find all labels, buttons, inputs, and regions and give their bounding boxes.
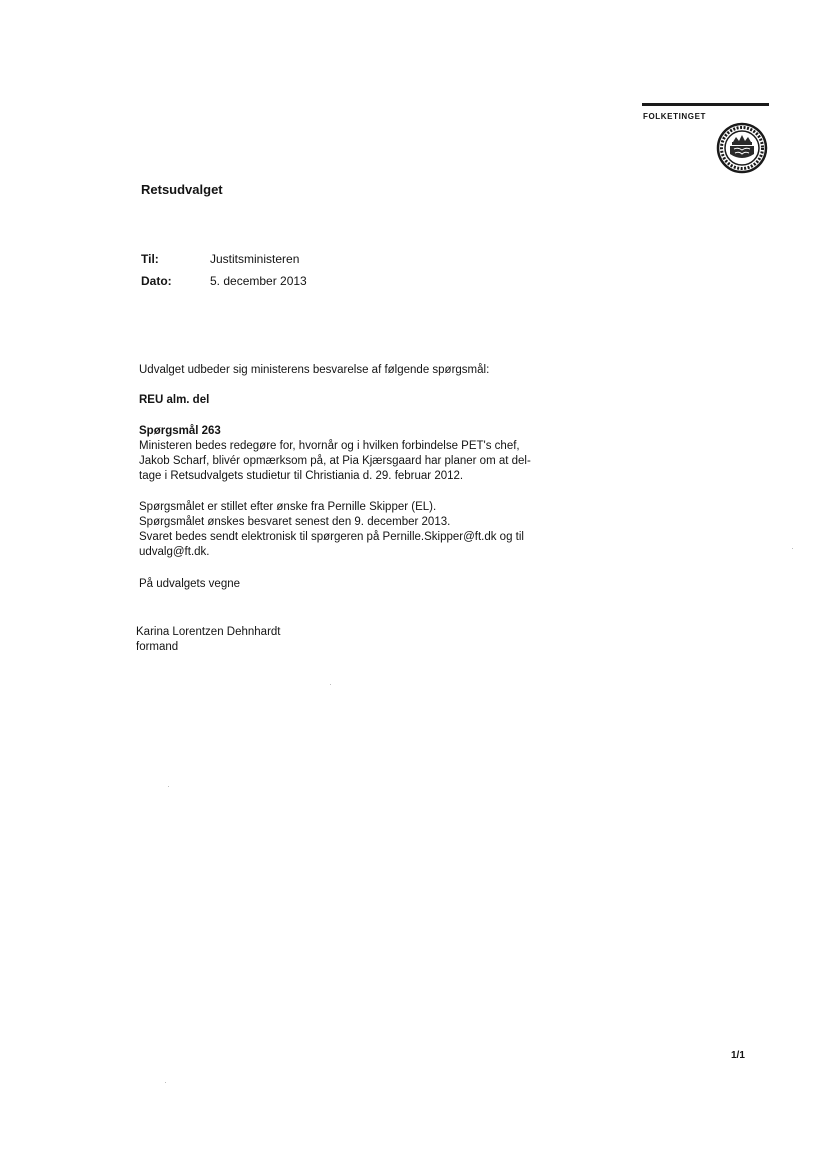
info-line: Spørgsmålet ønskes besvaret senest den 9. december 2013. (139, 516, 451, 528)
date-value: 5. december 2013 (210, 274, 307, 288)
header-rule (642, 103, 769, 106)
section-heading: REU alm. del (139, 394, 210, 406)
info-line: Spørgsmålet er stillet efter ønske fra Pernille Skipper (EL). (139, 501, 437, 513)
info-line: udvalg@ft.dk. (139, 546, 210, 558)
closing-text: På udvalgets vegne (139, 578, 241, 590)
scan-speck (165, 1082, 166, 1083)
parliament-seal-icon (716, 122, 768, 174)
org-name: FOLKETINGET (643, 112, 707, 121)
signature-name: Karina Lorentzen Dehnhardt (136, 626, 281, 638)
question-line: Ministeren bedes redegøre for, hvornår og i hvilken forbindelse PET's chef, (139, 440, 520, 452)
scan-speck (330, 684, 331, 685)
to-value: Justitsministeren (210, 252, 300, 266)
question-line: Jakob Scharf, blivér opmærksom på, at Pia Kjærsgaard har planer om at del- (139, 455, 531, 467)
question-line: tage i Retsudvalgets studietur til Christiania d. 29. februar 2012. (139, 470, 464, 482)
info-line: Svaret bedes sendt elektronisk til spørgeren på Pernille.Skipper@ft.dk og til (139, 531, 524, 543)
question-title: Spørgsmål 263 (139, 425, 221, 437)
date-label: Dato: (141, 274, 172, 288)
scan-speck (792, 548, 793, 549)
scan-speck (168, 786, 169, 787)
to-label: Til: (141, 252, 159, 266)
signature-title: formand (136, 641, 179, 653)
intro-text: Udvalget udbeder sig ministerens besvarelse af følgende spørgsmål: (139, 364, 490, 376)
page-number: 1/1 (731, 1050, 745, 1061)
committee-name: Retsudvalget (141, 182, 223, 197)
